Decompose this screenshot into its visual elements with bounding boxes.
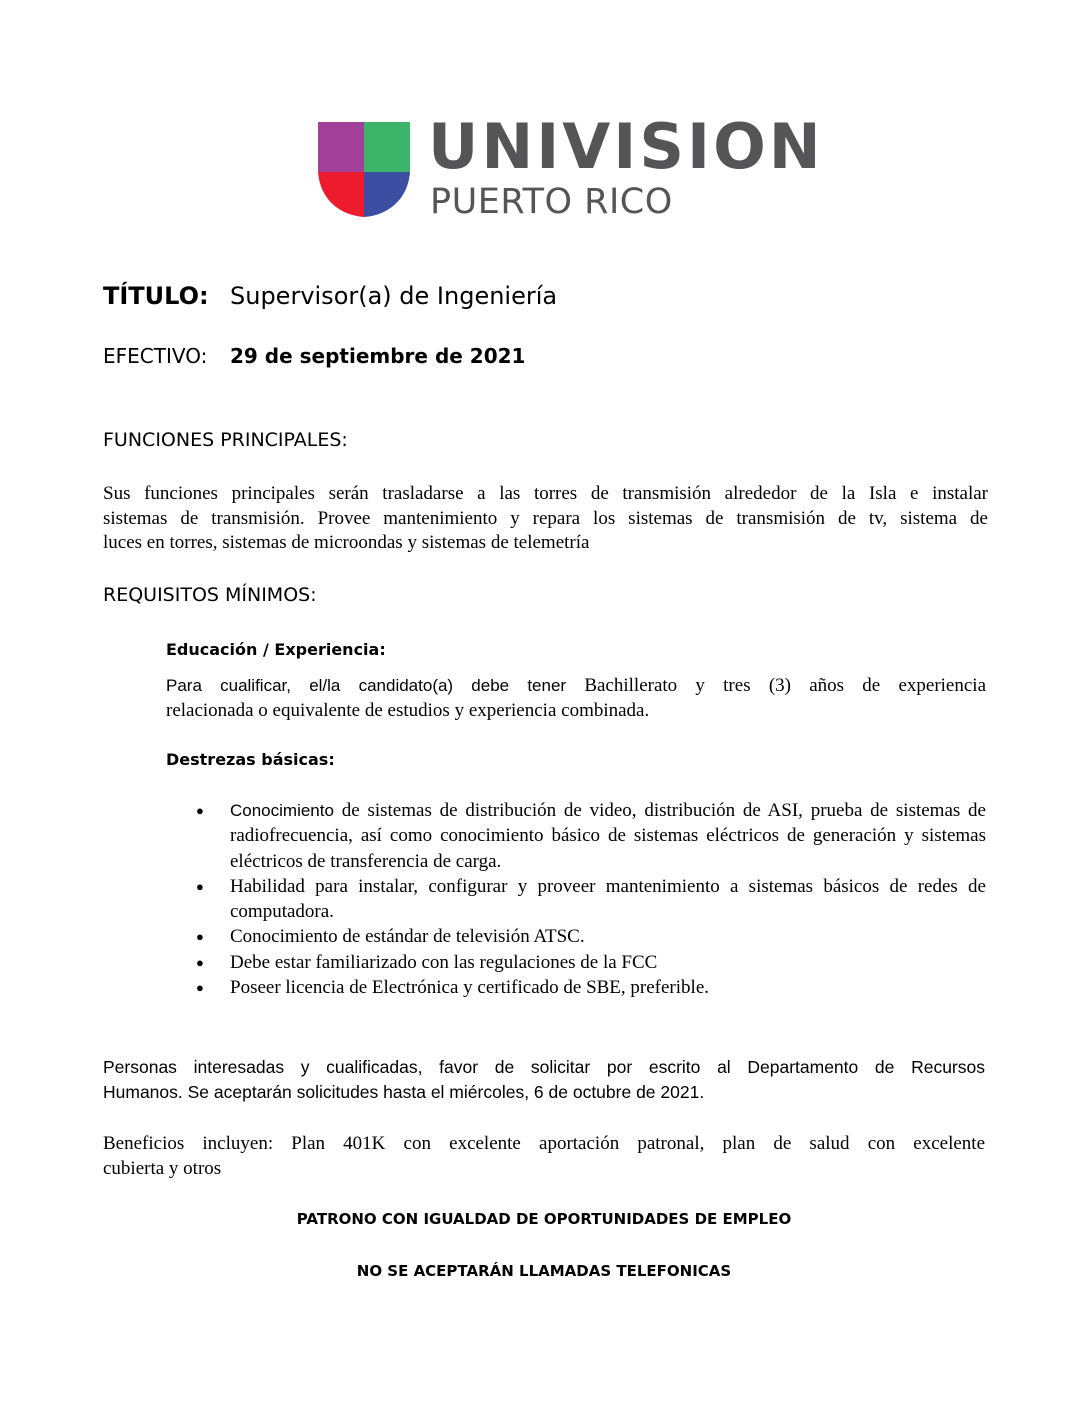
skill-lead: Conocimiento — [230, 801, 334, 820]
bullet-icon: ● — [196, 980, 204, 996]
education-line-1 — [166, 674, 986, 699]
equal-opportunity-note: PATRONO CON IGUALDAD DE OPORTUNIDADES DE EMPLEO — [296, 1210, 792, 1228]
benefits-line-1: Beneficios incluyen: Plan 401K con excelente aportación patronal, plan de salud con excelente — [103, 1133, 985, 1154]
list-item — [196, 874, 986, 925]
benefits-line-2: cubierta y otros — [103, 1157, 222, 1179]
apply-line-2: Humanos. Se aceptarán solicitudes hasta el miércoles, 6 de octubre de 2021. — [103, 1082, 705, 1102]
list-item — [196, 798, 986, 874]
no-calls-note: NO SE ACEPTARÁN LLAMADAS TELEFONICAS — [356, 1262, 732, 1280]
skill-text: de sistemas de distribución de video, distribución de ASI, prueba de sistemas de radiofrecuencia, así como conocimiento básico de sistemas eléctricos de generación y sistemas eléctricos de transferencia de carga. — [230, 800, 986, 872]
skill-text: Debe estar familiarizado con las regulaciones de la FCC — [230, 951, 658, 973]
bullet-icon: ● — [196, 878, 204, 894]
job-title-label: TÍTULO: — [103, 282, 209, 310]
education-rest: Bachillerato y tres (3) años de experiencia — [566, 675, 986, 696]
effective-date-value: 29 de septiembre de 2021 — [230, 344, 526, 368]
effective-date-label: EFECTIVO: — [103, 344, 208, 368]
logo-subtitle: PUERTO RICO — [430, 182, 673, 222]
education-line-2: relacionada o equivalente de estudios y experiencia combinada. — [166, 699, 650, 721]
skill-text: Conocimiento de estándar de televisión ATSC. — [230, 926, 585, 948]
logo-wordmark: UNIVISION — [428, 110, 824, 183]
skills-list — [196, 798, 986, 1000]
bullet-icon: ● — [196, 803, 204, 818]
univision-logo-mark-icon — [318, 122, 410, 217]
functions-paragraph — [103, 482, 988, 556]
education-heading: Educación / Experiencia: — [166, 640, 386, 659]
skill-text: Habilidad para instalar, configurar y proveer mantenimiento a sistemas básicos de redes de computadora. — [230, 875, 986, 923]
benefits-paragraph — [103, 1132, 985, 1181]
list-item — [196, 924, 986, 949]
functions-line-3: luces en torres, sistemas de microondas y sistemas de telemetría — [103, 532, 590, 553]
education-lead: Para cualificar, el/la candidato(a) debe tener — [166, 676, 567, 695]
list-item — [196, 975, 986, 1000]
apply-paragraph — [103, 1055, 985, 1105]
list-item — [196, 950, 986, 975]
functions-line-2: sistemas de transmisión. Provee mantenimiento y repara los sistemas de transmisión de tv, sistema de — [103, 507, 988, 529]
education-paragraph — [166, 674, 986, 723]
functions-line-1: Sus funciones principales serán trasladarse a las torres de transmisión alrededor de la Isla e instalar — [103, 483, 988, 504]
univision-puerto-rico-logo — [318, 110, 824, 222]
skills-heading: Destrezas básicas: — [166, 750, 335, 769]
bullet-icon: ● — [196, 954, 204, 970]
apply-line-1: Personas interesadas y cualificadas, favor de solicitar por escrito al Departamento de Recursos — [103, 1057, 985, 1077]
bullet-icon: ● — [196, 929, 204, 945]
requirements-heading: REQUISITOS MÍNIMOS: — [103, 584, 317, 606]
skill-text: Poseer licencia de Electrónica y certificado de SBE, preferible. — [230, 977, 709, 999]
functions-heading: FUNCIONES PRINCIPALES: — [103, 429, 348, 451]
job-title-value: Supervisor(a) de Ingeniería — [230, 282, 558, 310]
